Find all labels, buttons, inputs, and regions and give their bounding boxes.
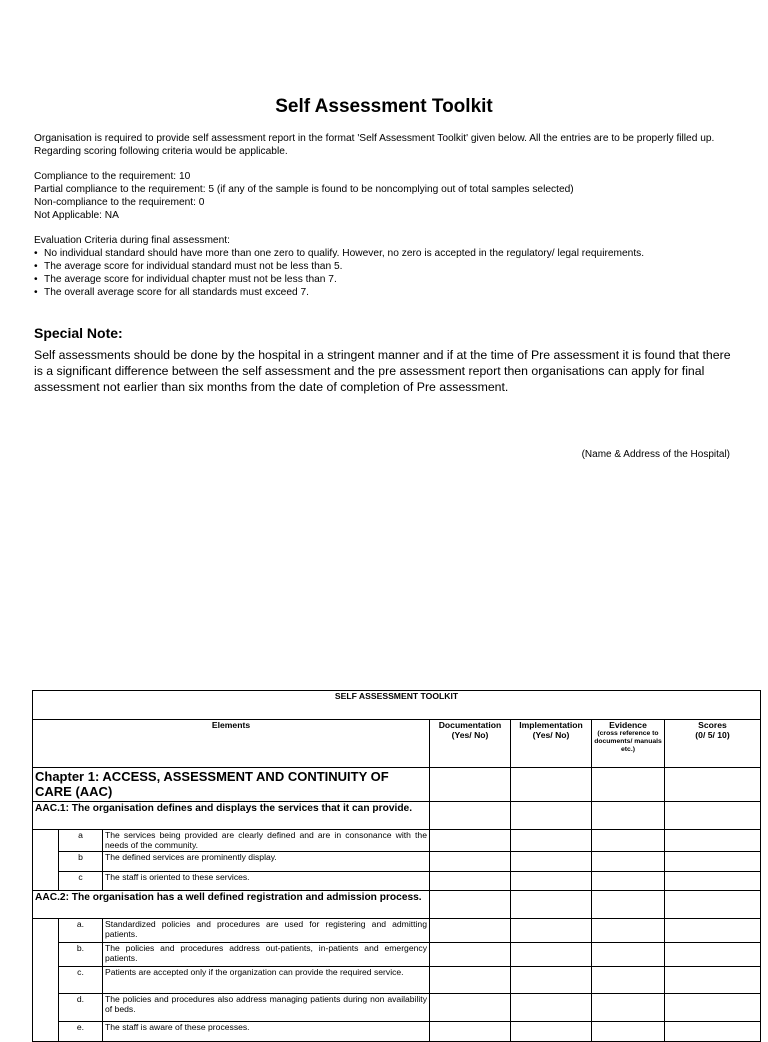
documentation-cell[interactable] xyxy=(430,919,511,943)
element-text: The policies and procedures address out-patients, in-patients and emergency patients. xyxy=(103,943,430,967)
criteria-line: Partial compliance to the requirement: 5 (if any of the sample is found to be noncomplying out of total samples selected) xyxy=(34,184,574,195)
indent-cell xyxy=(33,919,59,1042)
element-text: The staff is oriented to these services. xyxy=(103,872,430,891)
score-cell[interactable] xyxy=(665,830,761,852)
element-letter: b. xyxy=(59,943,103,967)
standard-row xyxy=(33,802,761,830)
evaluation-bullet: • No individual standard should have more than one zero to qualify. However, no zero is accepted in the regulatory/ legal requirements. xyxy=(34,247,734,260)
documentation-cell[interactable] xyxy=(430,852,511,872)
score-cell[interactable] xyxy=(665,994,761,1022)
implementation-cell[interactable] xyxy=(511,872,592,891)
score-cell[interactable] xyxy=(665,943,761,967)
indent-cell xyxy=(33,830,59,891)
element-row xyxy=(33,943,761,967)
criteria-line: Not Applicable: NA xyxy=(34,210,119,221)
evidence-cell[interactable] xyxy=(592,852,665,872)
header-evidence-label: Evidence xyxy=(609,720,647,730)
score-cell[interactable] xyxy=(665,967,761,994)
element-row xyxy=(33,994,761,1022)
implementation-cell[interactable] xyxy=(511,768,592,802)
header-documentation-options: (Yes/ No) xyxy=(451,730,489,740)
standard-label: AAC.1: The organisation defines and displays the services that it can provide. xyxy=(33,802,430,830)
element-text: The services being provided are clearly defined and are in consonance with the needs of the community. xyxy=(103,830,430,852)
evaluation-list xyxy=(34,247,734,299)
score-cell[interactable] xyxy=(665,919,761,943)
element-row xyxy=(33,830,761,852)
implementation-cell[interactable] xyxy=(511,830,592,852)
documentation-cell[interactable] xyxy=(430,802,511,830)
score-cell[interactable] xyxy=(665,891,761,919)
special-note-body: Self assessments should be done by the hospital in a stringent manner and if at the time of Pre assessment it is found that there is a significant difference between the self assessment and the pre assessment report then organisations can apply for final assessment not earlier than six months from the date of completion of Pre assessment. xyxy=(34,348,731,394)
implementation-cell[interactable] xyxy=(511,802,592,830)
header-documentation xyxy=(430,720,511,768)
element-row xyxy=(33,919,761,943)
element-letter: a xyxy=(59,830,103,852)
documentation-cell[interactable] xyxy=(430,994,511,1022)
header-scores-options: (0/ 5/ 10) xyxy=(695,730,730,740)
table-title-row xyxy=(33,691,761,720)
score-cell[interactable] xyxy=(665,852,761,872)
evidence-cell[interactable] xyxy=(592,994,665,1022)
page-title: Self Assessment Toolkit xyxy=(275,96,493,117)
element-letter: e. xyxy=(59,1022,103,1042)
implementation-cell[interactable] xyxy=(511,919,592,943)
score-cell[interactable] xyxy=(665,768,761,802)
scoring-criteria xyxy=(34,170,734,222)
evidence-cell[interactable] xyxy=(592,1022,665,1042)
table-header-row xyxy=(33,720,761,768)
implementation-cell[interactable] xyxy=(511,1022,592,1042)
documentation-cell[interactable] xyxy=(430,891,511,919)
element-letter: a. xyxy=(59,919,103,943)
criteria-line: Compliance to the requirement: 10 xyxy=(34,171,191,182)
element-letter: c xyxy=(59,872,103,891)
evaluation-criteria xyxy=(34,234,734,299)
documentation-cell[interactable] xyxy=(430,967,511,994)
element-text: The staff is aware of these processes. xyxy=(103,1022,430,1042)
element-letter: b xyxy=(59,852,103,872)
element-text: The defined services are prominently display. xyxy=(103,852,430,872)
evidence-cell[interactable] xyxy=(592,891,665,919)
element-row xyxy=(33,872,761,891)
documentation-cell[interactable] xyxy=(430,872,511,891)
element-row xyxy=(33,852,761,872)
header-evidence-note: (cross reference to documents/ manuals etc.) xyxy=(594,730,662,753)
evidence-cell[interactable] xyxy=(592,967,665,994)
evaluation-bullet: • The average score for individual standard must not be less than 5. xyxy=(34,260,734,273)
criteria-line: Non-compliance to the requirement: 0 xyxy=(34,197,205,208)
chapter-title: Chapter 1: ACCESS, ASSESSMENT AND CONTINUITY OF CARE (AAC) xyxy=(33,768,430,802)
evidence-cell[interactable] xyxy=(592,830,665,852)
documentation-cell[interactable] xyxy=(430,768,511,802)
header-implementation-label: Implementation xyxy=(519,720,583,730)
element-letter: c. xyxy=(59,967,103,994)
header-evidence xyxy=(592,720,665,768)
score-cell[interactable] xyxy=(665,872,761,891)
evidence-cell[interactable] xyxy=(592,768,665,802)
element-text: Patients are accepted only if the organization can provide the required service. xyxy=(103,967,430,994)
evidence-cell[interactable] xyxy=(592,802,665,830)
implementation-cell[interactable] xyxy=(511,943,592,967)
element-text: Standardized policies and procedures are used for registering and admitting patients. xyxy=(103,919,430,943)
table-title: SELF ASSESSMENT TOOLKIT xyxy=(33,691,761,720)
evaluation-bullet: • The overall average score for all standards must exceed 7. xyxy=(34,286,734,299)
assessment-table xyxy=(32,690,761,1042)
score-cell[interactable] xyxy=(665,802,761,830)
implementation-cell[interactable] xyxy=(511,852,592,872)
evidence-cell[interactable] xyxy=(592,872,665,891)
element-row xyxy=(33,1022,761,1042)
header-implementation xyxy=(511,720,592,768)
standard-row xyxy=(33,891,761,919)
header-documentation-label: Documentation xyxy=(438,720,502,730)
standard-label: AAC.2: The organisation has a well defined registration and admission process. xyxy=(33,891,430,919)
header-implementation-options: (Yes/ No) xyxy=(532,730,570,740)
evaluation-bullet: • The average score for individual chapter must not be less than 7. xyxy=(34,273,734,286)
documentation-cell[interactable] xyxy=(430,943,511,967)
header-scores xyxy=(665,720,761,768)
implementation-cell[interactable] xyxy=(511,967,592,994)
chapter-row xyxy=(33,768,761,802)
evidence-cell[interactable] xyxy=(592,943,665,967)
special-note-heading: Special Note: xyxy=(34,325,123,341)
element-letter: d. xyxy=(59,994,103,1022)
implementation-cell[interactable] xyxy=(511,994,592,1022)
evidence-cell[interactable] xyxy=(592,919,665,943)
implementation-cell[interactable] xyxy=(511,891,592,919)
header-scores-label: Scores xyxy=(698,720,727,730)
documentation-cell[interactable] xyxy=(430,1022,511,1042)
intro-paragraph: Organisation is required to provide self assessment report in the format 'Self Assessment Toolkit' given below. All the entries are to be properly filled up. Regarding scoring following criteria would be applicable. xyxy=(34,133,715,157)
element-row xyxy=(33,967,761,994)
documentation-cell[interactable] xyxy=(430,830,511,852)
header-elements: Elements xyxy=(33,720,430,768)
evaluation-heading: Evaluation Criteria during final assessment: xyxy=(34,235,230,246)
hospital-name-placeholder: (Name & Address of the Hospital) xyxy=(581,449,730,460)
element-text: The policies and procedures also address managing patients during non availability of beds. xyxy=(103,994,430,1022)
score-cell[interactable] xyxy=(665,1022,761,1042)
